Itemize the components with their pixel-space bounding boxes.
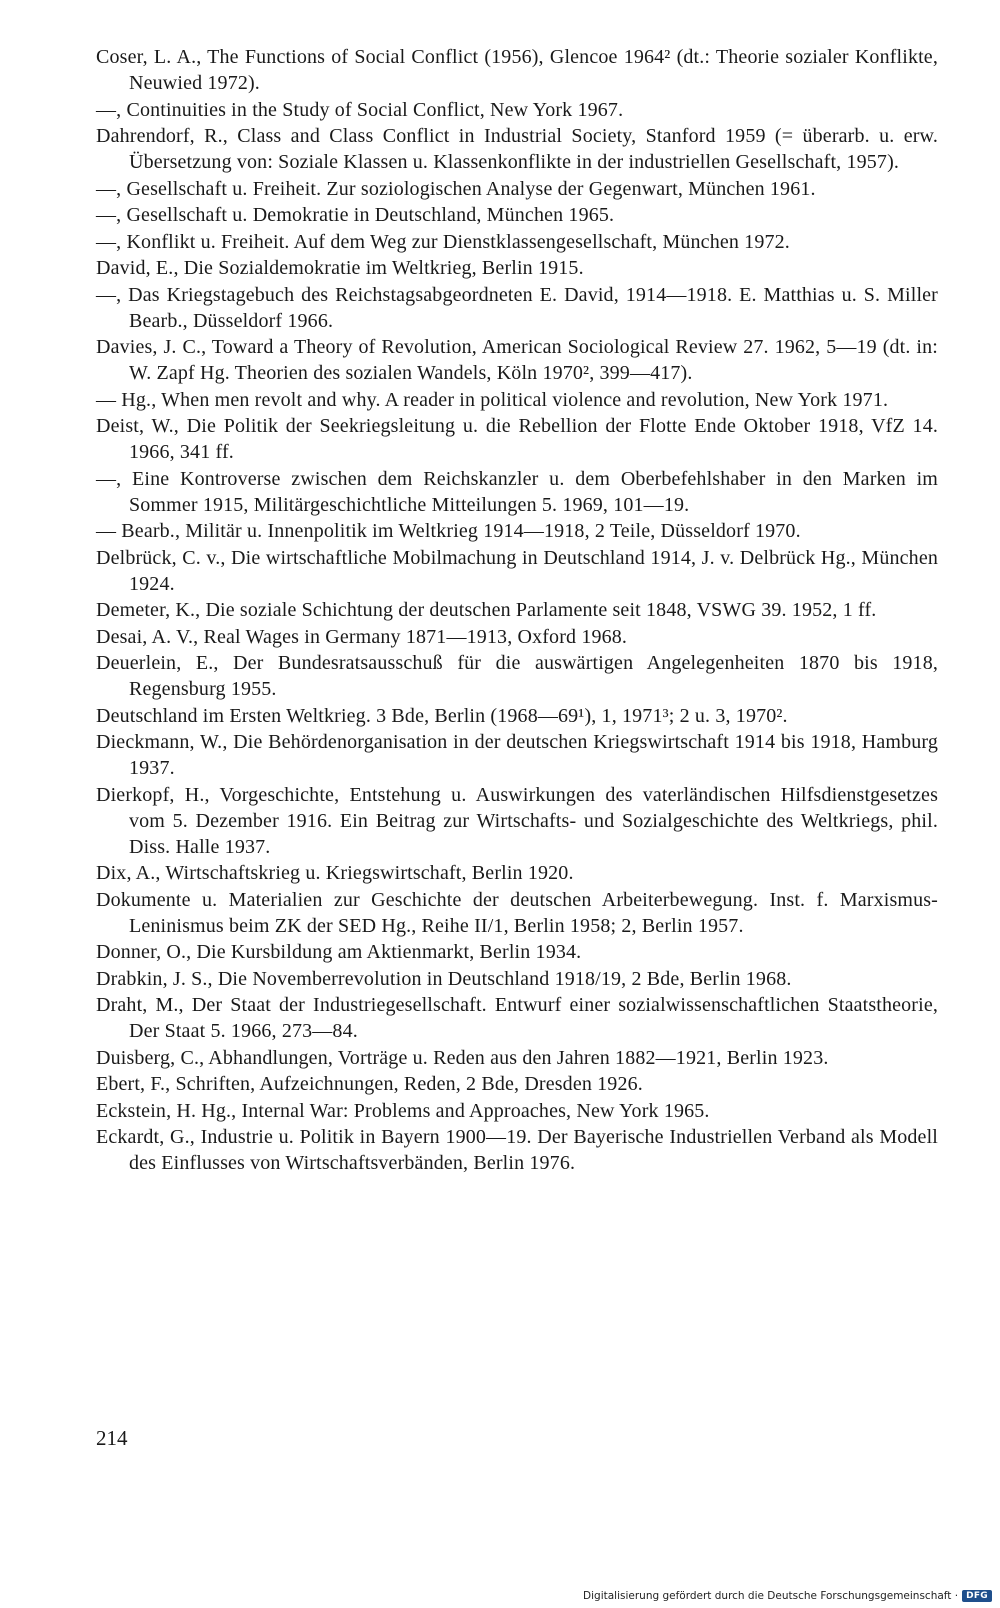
- bibliography-entry: Draht, M., Der Staat der Industriegesellschaft. Entwurf einer sozialwissenschaftlichen Staatstheorie, Der Staat 5. 1966, 273—84.: [96, 994, 938, 1042]
- bibliography-page: [96, 44, 938, 1177]
- digitization-footer: [583, 1588, 992, 1604]
- bibliography-entry: —, Eine Kontroverse zwischen dem Reichskanzler u. dem Oberbefehlshaber in den Marken im Sommer 1915, Militärgeschichtliche Mitteilungen 5. 1969, 101—19.: [96, 467, 938, 516]
- bibliography-entry: —, Gesellschaft u. Freiheit. Zur soziologischen Analyse der Gegenwart, München 1961.: [96, 177, 816, 200]
- bibliography-entry: Dix, A., Wirtschaftskrieg u. Kriegswirtschaft, Berlin 1920.: [96, 862, 574, 884]
- footer-text: Digitalisierung gefördert durch die Deutsche Forschungsgemeinschaft ·: [583, 1590, 959, 1602]
- bibliography-entry: Duisberg, C., Abhandlungen, Vorträge u. Reden aus den Jahren 1882—1921, Berlin 1923.: [96, 1046, 829, 1069]
- bibliography-entry: Eckardt, G., Industrie u. Politik in Bayern 1900—19. Der Bayerische Industriellen Verband als Modell des Einflusses von Wirtschaftsverbänden, Berlin 1976.: [96, 1126, 938, 1174]
- bibliography-entry: —, Das Kriegstagebuch des Reichstagsabgeordneten E. David, 1914—1918. E. Matthias u. S. Miller Bearb., Düsseldorf 1966.: [96, 283, 938, 332]
- bibliography-entry: Eckstein, H. Hg., Internal War: Problems and Approaches, New York 1965.: [96, 1099, 710, 1122]
- bibliography-entry: Coser, L. A., The Functions of Social Conflict (1956), Glencoe 1964² (dt.: Theorie sozialer Konflikte, Neuwied 1972).: [96, 46, 938, 94]
- dfg-logo: DFG: [962, 1590, 992, 1602]
- bibliography-entry: Davies, J. C., Toward a Theory of Revolution, American Sociological Review 27. 1962, 5—19 (dt. in: W. Zapf Hg. Theorien des sozialen Wandels, Köln 1970², 399—417).: [96, 336, 938, 384]
- page-number: 214: [96, 1426, 128, 1450]
- bibliography-entry: —, Konflikt u. Freiheit. Auf dem Weg zur Dienstklassengesellschaft, München 1972.: [96, 230, 790, 253]
- bibliography-entry: Delbrück, C. v., Die wirtschaftliche Mobilmachung in Deutschland 1914, J. v. Delbrück Hg., München 1924.: [96, 546, 938, 595]
- bibliography-entry: —, Continuities in the Study of Social Conflict, New York 1967.: [96, 98, 624, 121]
- bibliography-entry: Drabkin, J. S., Die Novemberrevolution in Deutschland 1918/19, 2 Bde, Berlin 1968.: [96, 967, 792, 990]
- bibliography-entry: Demeter, K., Die soziale Schichtung der deutschen Parlamente seit 1848, VSWG 39. 1952, 1 ff.: [96, 599, 877, 621]
- bibliography-entry: —, Gesellschaft u. Demokratie in Deutschland, München 1965.: [96, 204, 615, 226]
- bibliography-entry: Deuerlein, E., Der Bundesratsausschuß für die auswärtigen Angelegenheiten 1870 bis 1918, Regensburg 1955.: [96, 652, 938, 700]
- bibliography-entry: — Bearb., Militär u. Innenpolitik im Weltkrieg 1914—1918, 2 Teile, Düsseldorf 1970.: [96, 520, 801, 542]
- bibliography-entry: — Hg., When men revolt and why. A reader in political violence and revolution, New York 1971.: [96, 388, 889, 411]
- bibliography-entry: Dierkopf, H., Vorgeschichte, Entstehung u. Auswirkungen des vaterländischen Hilfsdienstgesetzes vom 5. Dezember 1916. Ein Beitrag zur Wirtschafts- und Sozialgeschichte des Weltkriegs, phil. Diss. Halle 1937.: [96, 783, 938, 858]
- bibliography-entry: Dahrendorf, R., Class and Class Conflict in Industrial Society, Stanford 1959 (= überarb. u. erw. Übersetzung von: Soziale Klassen u. Klassenkonflikte in der industriellen Gesellschaft, 1957).: [96, 125, 938, 173]
- bibliography-entry: Deutschland im Ersten Weltkrieg. 3 Bde, Berlin (1968—69¹), 1, 1971³; 2 u. 3, 1970².: [96, 704, 788, 727]
- bibliography-entry: Deist, W., Die Politik der Seekriegsleitung u. die Rebellion der Flotte Ende Oktober 1918, VfZ 14. 1966, 341 ff.: [96, 415, 938, 463]
- bibliography-list: [96, 44, 938, 1176]
- bibliography-entry: Ebert, F., Schriften, Aufzeichnungen, Reden, 2 Bde, Dresden 1926.: [96, 1073, 643, 1095]
- bibliography-entry: Desai, A. V., Real Wages in Germany 1871—1913, Oxford 1968.: [96, 625, 628, 648]
- bibliography-entry: Donner, O., Die Kursbildung am Aktienmarkt, Berlin 1934.: [96, 941, 582, 963]
- bibliography-entry: David, E., Die Sozialdemokratie im Weltkrieg, Berlin 1915.: [96, 257, 584, 279]
- bibliography-entry: Dieckmann, W., Die Behördenorganisation in der deutschen Kriegswirtschaft 1914 bis 1918, Hamburg 1937.: [96, 731, 938, 779]
- bibliography-entry: Dokumente u. Materialien zur Geschichte der deutschen Arbeiterbewegung. Inst. f. Marxismus-Leninismus beim ZK der SED Hg., Reihe II/1, Berlin 1958; 2, Berlin 1957.: [96, 888, 938, 937]
